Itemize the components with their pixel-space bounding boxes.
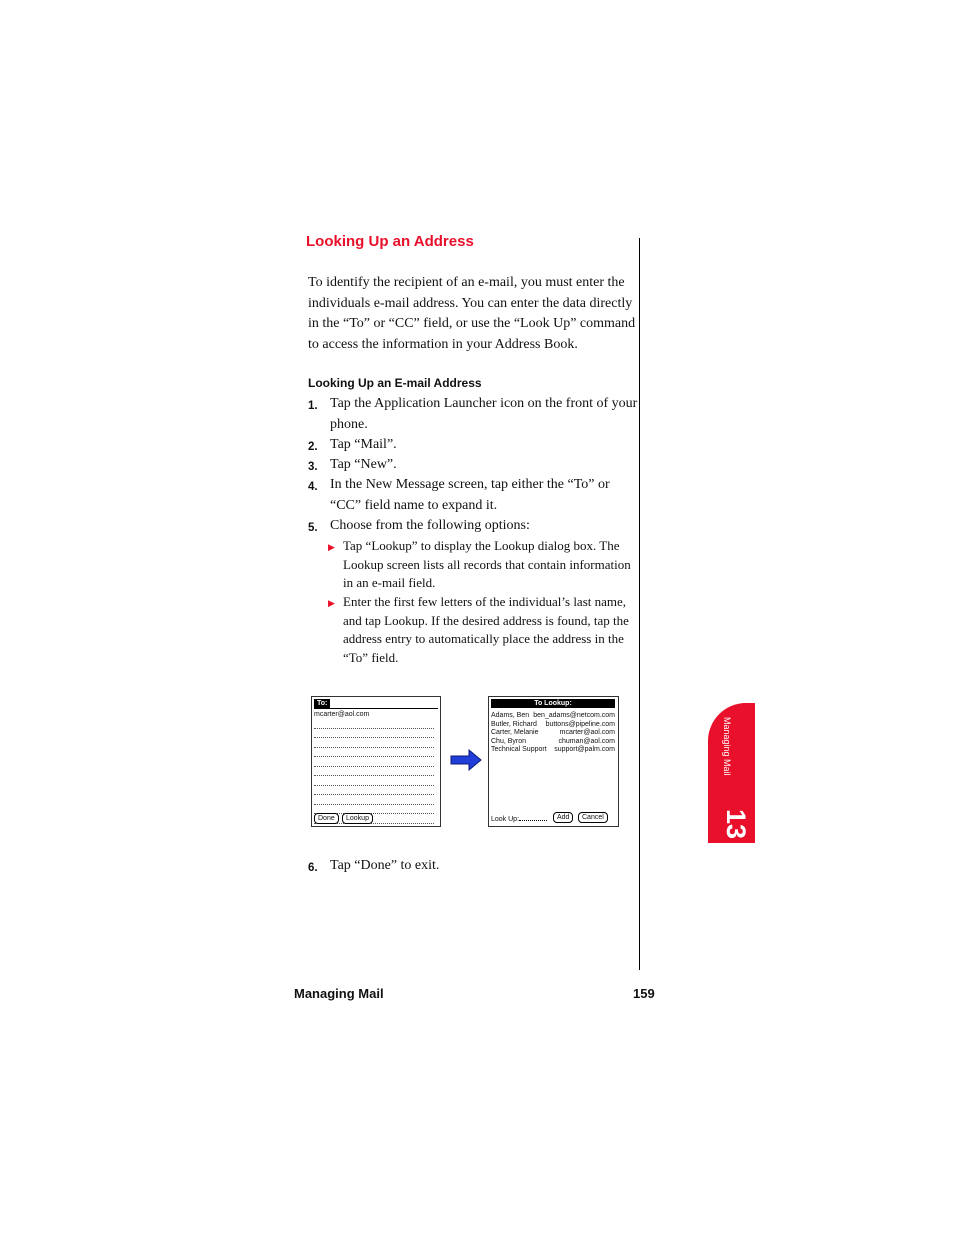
red-triangle-bullet-icon: ▶: [328, 542, 335, 552]
step-text: Tap the Application Launcher icon on the front of your phone.: [330, 396, 638, 432]
chapter-tab-label: Managing Mail: [722, 717, 732, 776]
entry-name: Carter, Melanie: [491, 729, 539, 736]
done-button: Done: [314, 813, 339, 824]
lookup-field-label: Look Up:: [491, 816, 520, 823]
right-arrow-icon: [450, 749, 482, 771]
to-label: To:: [314, 699, 330, 708]
footer-chapter: Managing Mail: [294, 986, 384, 1001]
step-number: 6.: [308, 862, 318, 874]
step-text: Tap “Done” to exit.: [330, 858, 440, 873]
lookup-field: [491, 815, 547, 824]
entry-name: Chu, Byron: [491, 737, 527, 745]
lookup-screenshot: [488, 696, 619, 827]
step-text: Tap “Mail”.: [330, 437, 397, 452]
step-number: 2.: [308, 441, 318, 453]
cancel-button: Cancel: [578, 812, 608, 823]
lookup-button: Lookup: [342, 813, 373, 824]
entry-name: Technical Support: [491, 746, 547, 753]
step-2: [308, 435, 638, 456]
step-1: [308, 394, 638, 435]
step-number: 5.: [308, 522, 318, 534]
step-text: Tap “New”.: [330, 457, 397, 472]
entry-email: ben_adams@netcom.com: [533, 712, 615, 719]
entry-email: buttons@pipeline.com: [545, 720, 615, 728]
section-title: Looking Up an Address: [306, 233, 474, 250]
chapter-tab: [708, 703, 755, 843]
entry-email: mcarter@aol.com: [559, 729, 615, 736]
step-6: [308, 856, 638, 877]
bullet-text: Enter the first few letters of the individual’s last name, and tap Lookup. If the desired address is found, tap the address entry to automatically place the address in the “To” field.: [343, 594, 629, 665]
step-number: 1.: [308, 400, 318, 412]
red-triangle-bullet-icon: ▶: [328, 598, 335, 608]
entry-email: support@palm.com: [554, 746, 615, 753]
option-bullet-2: [328, 593, 632, 667]
step-number: 3.: [308, 461, 318, 473]
add-button: Add: [553, 812, 573, 823]
option-bullet-1: [328, 537, 632, 593]
to-email-value: mcarter@aol.com: [314, 711, 370, 718]
column-divider: [639, 238, 640, 970]
step-number: 4.: [308, 481, 318, 493]
chapter-tab-number: 13: [721, 809, 751, 840]
step-4: [308, 475, 638, 516]
to-field-lines: [314, 719, 434, 824]
subsection-title: Looking Up an E-mail Address: [308, 376, 482, 390]
entry-name: Adams, Ben: [491, 712, 530, 719]
step-text: Choose from the following options:: [330, 518, 530, 533]
lookup-title: To Lookup:: [491, 699, 615, 708]
step-text: In the New Message screen, tap either the “To” or “CC” field name to expand it.: [330, 477, 610, 513]
entry-name: Butler, Richard: [491, 720, 537, 728]
bullet-text: Tap “Lookup” to display the Lookup dialog box. The Lookup screen lists all records that contain information in an e-mail field.: [343, 538, 631, 590]
step-5: [308, 516, 638, 537]
intro-paragraph: To identify the recipient of an e-mail, you must enter the individuals e-mail address. You can enter the data directly in the “To” or “CC” field, or use the “Look Up” command to access the information in your Address Book.: [308, 275, 636, 352]
step-3: [308, 455, 638, 476]
to-field-screenshot: [311, 696, 441, 827]
entry-email: chuman@aol.com: [558, 737, 615, 745]
to-header: [314, 699, 438, 709]
footer-page-number: 159: [633, 986, 655, 1001]
